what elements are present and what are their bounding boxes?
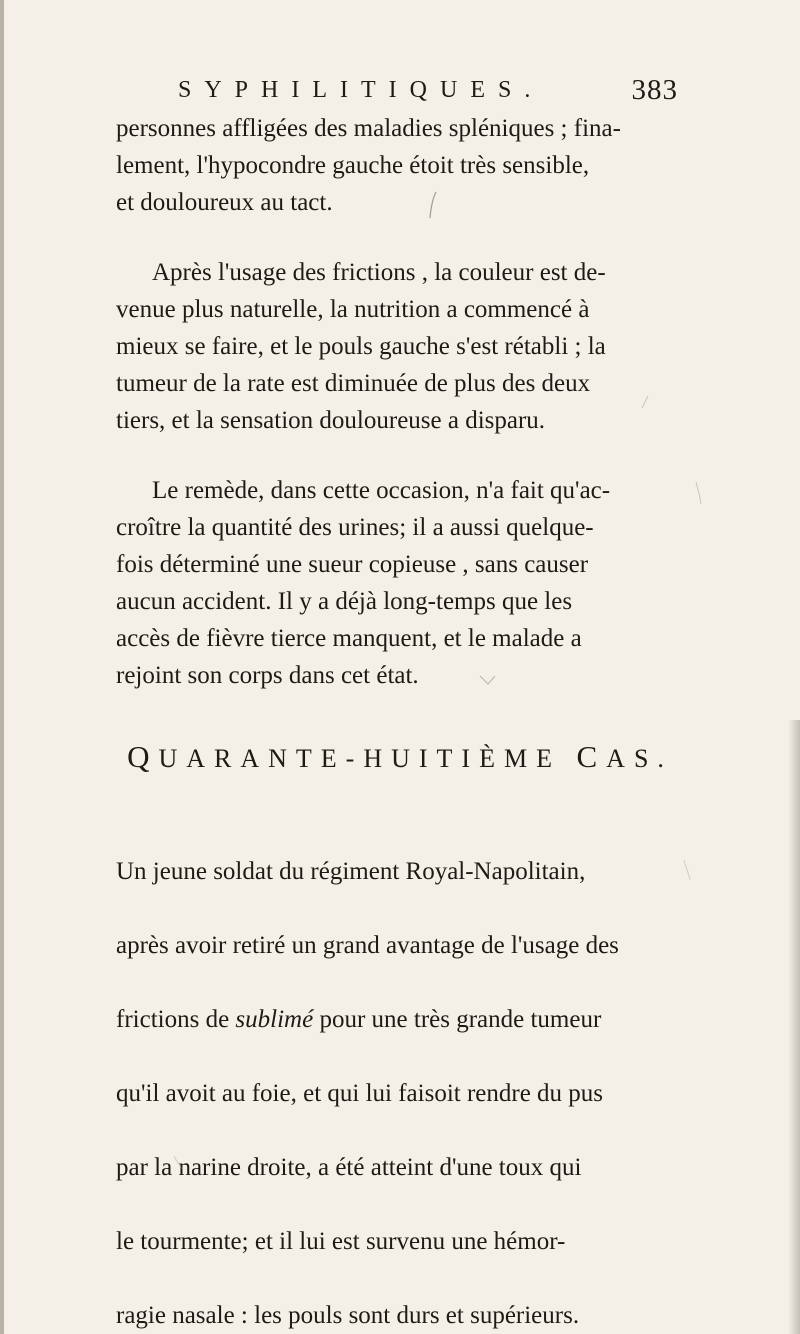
page-right-edge-shadow xyxy=(788,720,800,1334)
section-heading-initial-2: C xyxy=(576,739,607,774)
paragraph-4-line-3-after: pour une très grande tumeur xyxy=(313,1006,602,1033)
page-number: 383 xyxy=(631,74,678,106)
paragraph-2: Après l'usage des frictions , la couleur est de- venue plus naturelle, la nutrition a commencé à mieux se faire, et le pouls gauche s'est rétabli ; la tumeur de la rate est diminuée de plus des deux tiers, et la sensation douloureuse a disparu. xyxy=(116,259,606,434)
paragraph-4-line-2: après avoir retiré un grand avantage de l'usage des xyxy=(116,932,619,959)
section-heading-part-2: AS. xyxy=(606,744,673,773)
paragraph-1: personnes affligées des maladies spléniques ; fina- lement, l'hypocondre gauche étoit très sensible, et douloureux au tact. xyxy=(116,115,621,216)
body-text xyxy=(116,110,684,1334)
section-heading-initial-1: Q xyxy=(127,739,159,774)
paragraph-4-line-1: Un jeune soldat du régiment Royal-Napolitain, xyxy=(116,858,586,885)
paragraph-4-italic-word: sublimé xyxy=(235,1006,314,1033)
running-title: SYPHILITIQUES. xyxy=(178,77,544,103)
paragraph-4-line-5: par la narine droite, a été atteint d'une toux qui xyxy=(116,1154,582,1181)
paragraph-4-line-7: ragie nasale : les pouls sont durs et supérieurs. xyxy=(116,1302,580,1329)
section-heading xyxy=(116,738,684,778)
paragraph-4-line-3-before: frictions de xyxy=(116,1006,236,1033)
page-header xyxy=(178,72,678,108)
paragraph-4 xyxy=(116,816,684,1334)
paragraph-3: Le remède, dans cette occasion, n'a fait qu'ac- croître la quantité des urines; il a aussi quelque- fois déterminé une sueur copieuse , sans causer aucun accident. Il y a déjà long-temps que les accès de fièvre tierce manquent, et le malade a rejoint son corps dans cet état. xyxy=(116,477,611,689)
section-heading-part-1: UARANTE-HUITIÈME xyxy=(158,744,561,773)
paragraph-4-line-6: le tourmente; et il lui est survenu une hémor- xyxy=(116,1228,566,1255)
page-left-edge xyxy=(0,0,4,1334)
paragraph-4-line-4: qu'il avoit au foie, et qui lui faisoit rendre du pus xyxy=(116,1080,604,1107)
